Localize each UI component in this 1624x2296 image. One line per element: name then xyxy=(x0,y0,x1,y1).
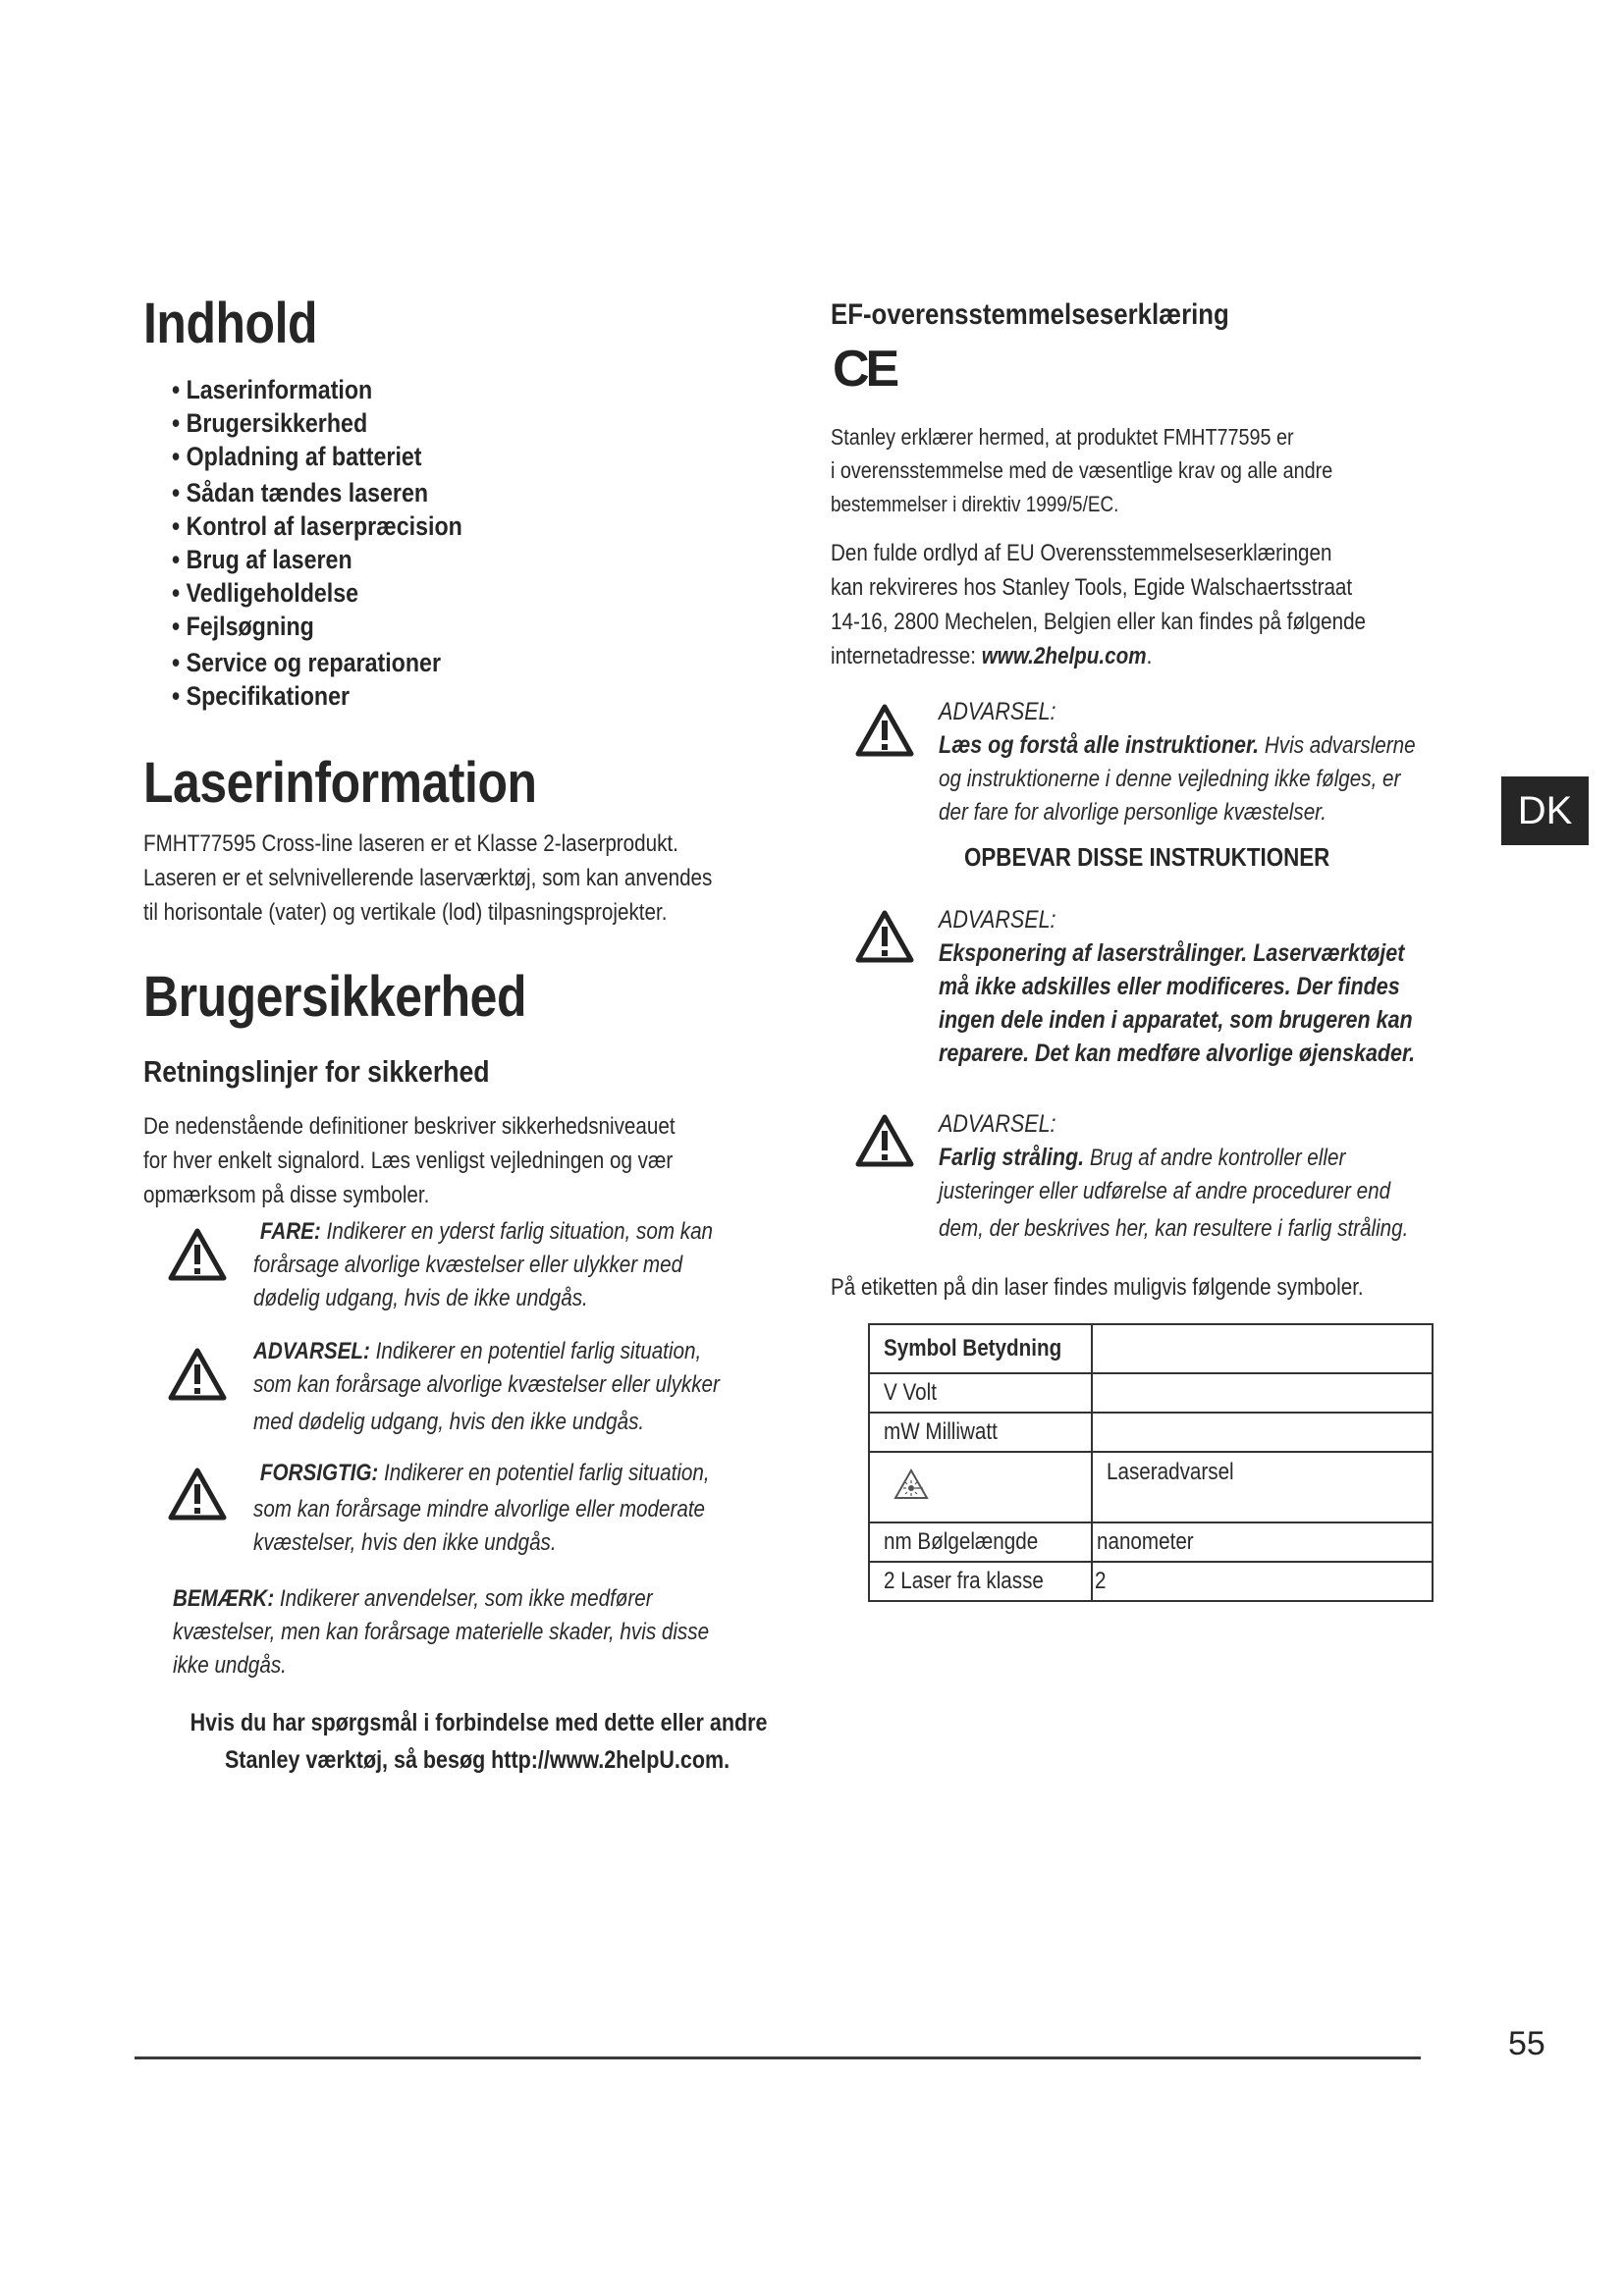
laserinfo-text: FMHT77595 Cross-line laseren er et Klasse 2-laserprodukt. Laseren er et selvnivellerende laserværktøj, som kan anvendes til horisontale (vater) og vertikale (lod) tilpasningsprojekter. xyxy=(143,830,713,926)
toc-item[interactable]: • Service og reparationer xyxy=(172,648,441,677)
contact-note: Hvis du har spørgsmål i forbindelse med dette eller andre Stanley værktøj, så besøg http://www.2helpU.com. xyxy=(189,1709,768,1774)
fare-definition: FARE: Indikerer en yderst farlig situation, som kan forårsage alvorlige kvæstelser eller ulykker med dødelig udgang, hvis de ikke undgås. xyxy=(253,1218,714,1311)
ef-paragraph-1: Stanley erklærer hermed, at produktet FMHT77595 er i overensstemmelse med de væsentlige krav og alle andre bestemmelser i direktiv 1999/5/EC. xyxy=(831,424,1333,516)
toc-item[interactable]: • Brugersikkerhed xyxy=(172,408,368,438)
advarsel-definition: ADVARSEL: Indikerer en potentiel farlig situation, som kan forårsage alvorlige kvæstelser eller ulykker med dødelig udgang, hvis den ikke undgås. xyxy=(253,1338,720,1435)
forsigtig-label: FORSIGTIG: xyxy=(259,1460,379,1486)
table-row: V Volt xyxy=(869,1373,1433,1413)
warning-label: ADVARSEL: xyxy=(939,698,1056,725)
warning-triangle-icon xyxy=(167,1227,228,1282)
forsigtig-definition: FORSIGTIG: Indikerer en potentiel farlig situation, som kan forårsage mindre alvorlige eller moderate kvæstelser, hvis den ikke undgås. xyxy=(253,1460,710,1556)
safety-title: Brugersikkerhed xyxy=(143,965,526,1029)
label-intro: På etiketten på din laser findes muligvis følgende symboler. xyxy=(831,1274,1364,1301)
laser-warning-icon xyxy=(893,1468,929,1500)
warning-read-instructions: ADVARSEL: Læs og forstå alle instruktioner. Hvis advarslerne og instruktionerne i denne vejledning ikke følges, er der fare for alvorlige personlige kvæstelser. xyxy=(939,695,1416,829)
toc-item[interactable]: • Fejlsøgning xyxy=(172,612,314,641)
warning-triangle-icon xyxy=(854,703,915,758)
table-row: mW Milliwatt xyxy=(869,1413,1433,1452)
warning-label: ADVARSEL: xyxy=(939,906,1056,934)
ef-paragraph-2: Den fulde ordlyd af EU Overensstemmelseserklæringen kan rekvireres hos Stanley Tools, Egide Walschaertsstraat 14-16, 2800 Mechelen, Belgien eller kan findes på følgende internetadresse: www.2helpu.com. xyxy=(831,540,1367,669)
symbol-table xyxy=(868,1323,1434,1602)
toc-item[interactable]: • Sådan tændes laseren xyxy=(172,478,429,507)
ef-title: EF-overensstemmelseserklæring xyxy=(831,298,1229,331)
table-row: nm Bølgelængde nanometer xyxy=(869,1522,1433,1562)
table-header-row xyxy=(869,1324,1433,1373)
advarsel-label: ADVARSEL: xyxy=(253,1338,370,1364)
warning-triangle-icon xyxy=(167,1467,228,1522)
toc-title: Indhold xyxy=(143,292,318,355)
warning-hazardous-radiation: ADVARSEL: Farlig stråling. Brug af andre kontroller eller justeringer eller udførelse af andre procedurer end dem, der beskrives her, kan resultere i farlig stråling. xyxy=(939,1107,1408,1246)
toc-item[interactable]: • Specifikationer xyxy=(172,681,351,711)
toc-item[interactable]: • Brug af laseren xyxy=(172,545,352,574)
warning-triangle-icon xyxy=(167,1347,228,1402)
laserinfo-title: Laserinformation xyxy=(143,751,537,815)
keep-instructions: OPBEVAR DISSE INSTRUKTIONER xyxy=(964,842,1330,872)
safety-subtitle: Retningslinjer for sikkerhed xyxy=(143,1054,490,1089)
warning-laser-exposure: ADVARSEL: Eksponering af laserstrålinger. Laserværktøjet må ikke adskilles eller modificeres. Der findes ingen dele inden i apparatet, som brugeren kan reparere. Det kan medføre alvorlige øjenskader. xyxy=(939,903,1415,1070)
ce-mark-icon: CE xyxy=(833,341,896,398)
language-tab: DK xyxy=(1501,776,1589,845)
bemaerk-definition: BEMÆRK: Indikerer anvendelser, som ikke medfører kvæstelser, men kan forårsage materielle skader, hvis disse ikke undgås. xyxy=(173,1585,710,1679)
page-number: 55 xyxy=(1508,2025,1545,2062)
warning-label: ADVARSEL: xyxy=(939,1110,1056,1138)
fare-label: FARE: xyxy=(259,1218,321,1245)
bemaerk-label: BEMÆRK: xyxy=(173,1585,275,1612)
ef-link[interactable]: www.2helpu.com xyxy=(981,643,1147,669)
warning-triangle-icon xyxy=(854,1113,915,1168)
footer-rule xyxy=(135,2056,1421,2059)
toc-list xyxy=(172,373,462,713)
toc-item[interactable]: • Opladning af batteriet xyxy=(172,442,422,471)
table-header-symbol: Symbol Betydning xyxy=(869,1324,1092,1373)
table-row: 2 Laser fra klasse 2 xyxy=(869,1562,1433,1601)
toc-item[interactable]: • Vedligeholdelse xyxy=(172,578,359,608)
toc-item[interactable]: • Laserinformation xyxy=(172,375,373,404)
table-header-empty xyxy=(1092,1324,1433,1373)
toc-item[interactable]: • Kontrol af laserpræcision xyxy=(172,511,462,541)
warning-triangle-icon xyxy=(854,909,915,964)
table-row: Laseradvarsel xyxy=(869,1452,1433,1522)
safety-intro: De nedenstående definitioner beskriver sikkerhedsniveauet for hver enkelt signalord. Læs venligst vejledningen og vær opmærksom på disse symboler. xyxy=(143,1113,676,1208)
